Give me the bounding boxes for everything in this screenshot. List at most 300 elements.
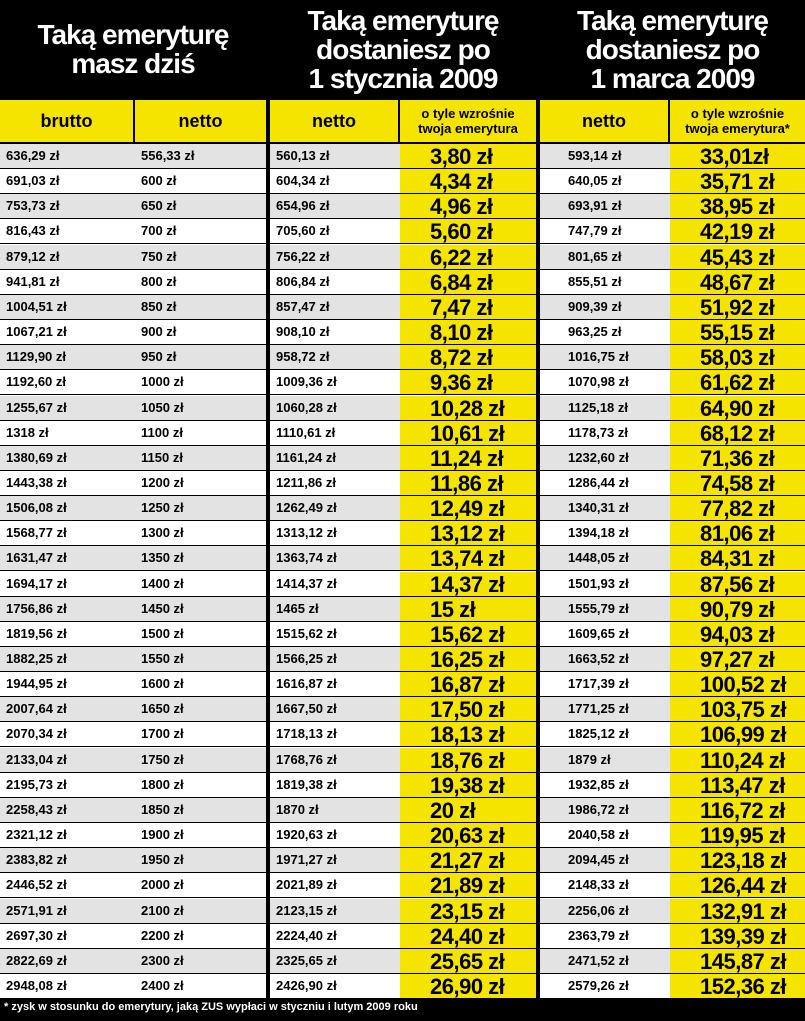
cell-increase-march: 94,03 zł: [670, 622, 805, 646]
cell-netto-today: 650 zł: [141, 198, 177, 214]
table-row: [0, 597, 266, 622]
cell-brutto: 816,43 zł: [6, 223, 60, 239]
cell-netto-january: 1414,37 zł: [276, 575, 337, 591]
cell-brutto: 2446,52 zł: [6, 877, 67, 893]
cell-increase-january: 23,15 zł: [400, 899, 536, 923]
cell-brutto: 1067,21 zł: [6, 324, 67, 340]
cell-increase-january: 13,74 zł: [400, 546, 536, 570]
cell-netto-january: 857,47 zł: [276, 298, 330, 314]
cell-netto-march: 1555,79 zł: [568, 600, 629, 616]
table-row: [540, 622, 805, 647]
cell-increase-march: 152,36 zł: [670, 974, 805, 998]
table-row: [0, 521, 266, 546]
table-row: [540, 496, 805, 521]
cell-netto-january: 806,84 zł: [276, 273, 330, 289]
header-january: [270, 0, 536, 98]
cell-netto-march: 1825,12 zł: [568, 726, 629, 742]
cell-brutto: 2258,43 zł: [6, 801, 67, 817]
table-row: [0, 773, 266, 798]
table-row: [540, 245, 805, 270]
table-row: [540, 546, 805, 571]
cell-brutto: 941,81 zł: [6, 273, 60, 289]
table-row: [540, 219, 805, 244]
cell-netto-january: 1971,27 zł: [276, 852, 337, 868]
cell-increase-january: 21,89 zł: [400, 873, 536, 897]
cell-netto-today: 1000 zł: [141, 374, 184, 390]
cell-increase-march: 97,27 zł: [670, 647, 805, 671]
table-row: [0, 848, 266, 873]
table-row: [0, 496, 266, 521]
cell-increase-march: 61,62 zł: [670, 370, 805, 394]
cell-netto-today: 2400 zł: [141, 977, 184, 993]
cell-increase-january: 13,12 zł: [400, 521, 536, 545]
cell-netto-today: 2200 zł: [141, 927, 184, 943]
cell-increase-march: 132,91 zł: [670, 899, 805, 923]
table-row: [0, 320, 266, 345]
cell-brutto: 636,29 zł: [6, 148, 60, 163]
table-row: [0, 974, 266, 999]
cell-netto-january: 1363,74 zł: [276, 550, 337, 566]
cell-increase-march: 126,44 zł: [670, 873, 805, 897]
cell-increase-march: 58,03 zł: [670, 345, 805, 369]
table-row: [540, 798, 805, 823]
cell-brutto: 1443,38 zł: [6, 474, 67, 490]
cell-netto-march: 1070,98 zł: [568, 374, 629, 390]
header-january-text: Taką emeryturę dostaniesz po 1 stycznia 2009: [307, 4, 499, 94]
table-row: [0, 924, 266, 949]
cell-increase-january: 26,90 zł: [400, 974, 536, 998]
table-row: [540, 899, 805, 924]
cell-netto-march: 801,65 zł: [568, 248, 622, 264]
cell-increase-january: 10,61 zł: [400, 421, 536, 445]
table-row: [540, 144, 805, 169]
cell-netto-today: 2000 zł: [141, 877, 184, 893]
table-row: [0, 622, 266, 647]
table-row: [540, 672, 805, 697]
cell-increase-march: 48,67 zł: [670, 270, 805, 294]
table-row: [270, 697, 536, 722]
cell-increase-march: 113,47 zł: [670, 773, 805, 797]
cell-increase-january: 12,49 zł: [400, 496, 536, 520]
table-row: [270, 521, 536, 546]
cell-brutto: 2195,73 zł: [6, 776, 67, 792]
table-row: [270, 974, 536, 999]
header-today-text: Taką emeryturę masz dziś: [37, 19, 229, 79]
cell-netto-today: 1650 zł: [141, 701, 184, 717]
cell-netto-march: 855,51 zł: [568, 273, 622, 289]
cell-increase-january: 5,60 zł: [400, 219, 536, 243]
cell-increase-january: 8,10 zł: [400, 320, 536, 344]
cell-increase-march: 90,79 zł: [670, 597, 805, 621]
cell-increase-january: 6,84 zł: [400, 270, 536, 294]
cell-brutto: 2948,08 zł: [6, 977, 67, 993]
cell-increase-march: 42,19 zł: [670, 219, 805, 243]
cell-increase-january: 20 zł: [400, 798, 536, 822]
table-row: [540, 924, 805, 949]
cell-increase-march: 64,90 zł: [670, 396, 805, 420]
cell-increase-march: 100,52 zł: [670, 672, 805, 696]
cell-netto-today: 1900 zł: [141, 827, 184, 843]
cell-increase-january: 19,38 zł: [400, 773, 536, 797]
table-row: [0, 245, 266, 270]
cell-increase-march: 145,87 zł: [670, 949, 805, 973]
cell-netto-january: 1211,86 zł: [276, 474, 336, 490]
table-row: [270, 270, 536, 295]
cell-netto-january: 1060,28 zł: [276, 399, 337, 415]
cell-increase-january: 18,13 zł: [400, 722, 536, 746]
cell-brutto: 753,73 zł: [6, 198, 60, 214]
cell-increase-march: 45,43 zł: [670, 245, 805, 269]
cell-netto-january: 560,13 zł: [276, 148, 330, 163]
cell-netto-today: 1600 zł: [141, 676, 184, 692]
table-row: [0, 446, 266, 471]
cell-increase-march: 123,18 zł: [670, 848, 805, 872]
table-row: [540, 572, 805, 597]
cell-brutto: 1004,51 zł: [6, 298, 67, 314]
cell-increase-january: 6,22 zł: [400, 245, 536, 269]
cell-netto-january: 1718,13 zł: [276, 726, 337, 742]
table-row: [270, 773, 536, 798]
cell-netto-today: 850 zł: [141, 298, 177, 314]
table-row: [0, 546, 266, 571]
cell-increase-march: 38,95 zł: [670, 194, 805, 218]
subheader-netto-january: netto: [270, 100, 398, 142]
table-row: [0, 295, 266, 320]
cell-netto-today: 1800 zł: [141, 776, 184, 792]
subheader-increase-january: o tyle wzrośnie twoja emerytura: [400, 100, 536, 142]
cell-brutto: 1192,60 zł: [6, 374, 66, 390]
cell-netto-january: 1262,49 zł: [276, 500, 337, 516]
table-row: [0, 219, 266, 244]
cell-netto-january: 2123,15 zł: [276, 902, 337, 918]
cell-netto-march: 2040,58 zł: [568, 827, 629, 843]
table-row: [540, 446, 805, 471]
subheader-netto-today: netto: [135, 100, 266, 142]
cell-netto-march: 2471,52 zł: [568, 952, 629, 968]
table-row: [540, 194, 805, 219]
cell-increase-march: 71,36 zł: [670, 446, 805, 470]
cell-netto-march: 1178,73 zł: [568, 424, 628, 440]
cell-brutto: 1129,90 zł: [6, 349, 66, 365]
cell-netto-march: 1448,05 zł: [568, 550, 629, 566]
table-row: [540, 647, 805, 672]
table-group-today: [0, 144, 266, 999]
cell-netto-january: 705,60 zł: [276, 223, 330, 239]
table-row: [0, 471, 266, 496]
cell-netto-january: 1515,62 zł: [276, 625, 337, 641]
cell-brutto: 691,03 zł: [6, 173, 60, 189]
cell-increase-january: 4,96 zł: [400, 194, 536, 218]
table-row: [540, 597, 805, 622]
cell-netto-january: 1566,25 zł: [276, 651, 337, 666]
table-row: [270, 899, 536, 924]
table-row: [270, 194, 536, 219]
cell-brutto: 1756,86 zł: [6, 600, 67, 616]
cell-increase-january: 20,63 zł: [400, 823, 536, 847]
table-row: [540, 773, 805, 798]
cell-netto-today: 700 zł: [141, 223, 177, 239]
cell-netto-january: 1009,36 zł: [276, 374, 337, 390]
cell-brutto: 1380,69 zł: [6, 449, 67, 465]
cell-increase-march: 87,56 zł: [670, 572, 805, 596]
table-row: [540, 295, 805, 320]
footnote: * zysk w stosunku do emerytury, jaką ZUS wypłaci w styczniu i lutym 2009 roku: [4, 1001, 418, 1013]
cell-netto-march: 1340,31 zł: [568, 500, 629, 516]
cell-brutto: 1882,25 zł: [6, 651, 67, 666]
cell-netto-today: 1150 zł: [141, 449, 183, 465]
cell-netto-today: 1250 zł: [141, 500, 184, 516]
table-row: [270, 496, 536, 521]
cell-brutto: 1318 zł: [6, 424, 49, 440]
cell-netto-today: 2100 zł: [141, 902, 184, 918]
cell-brutto: 2383,82 zł: [6, 852, 67, 868]
cell-netto-march: 1932,85 zł: [568, 776, 629, 792]
table-row: [270, 471, 536, 496]
cell-netto-today: 600 zł: [141, 173, 177, 189]
cell-netto-january: 1819,38 zł: [276, 776, 337, 792]
cell-increase-march: 103,75 zł: [670, 697, 805, 721]
table-row: [0, 647, 266, 672]
table-row: [0, 144, 266, 169]
table-row: [0, 270, 266, 295]
table-row: [0, 949, 266, 974]
cell-netto-march: 1986,72 zł: [568, 801, 629, 817]
table-row: [540, 169, 805, 194]
cell-increase-march: 119,95 zł: [670, 823, 805, 847]
cell-brutto: 1694,17 zł: [6, 575, 67, 591]
table-row: [270, 848, 536, 873]
table-row: [270, 572, 536, 597]
cell-netto-march: 1125,18 zł: [568, 399, 628, 415]
table-row: [270, 370, 536, 395]
cell-netto-today: 1750 zł: [141, 751, 184, 767]
table-row: [270, 722, 536, 747]
table-row: [270, 798, 536, 823]
cell-netto-march: 593,14 zł: [568, 148, 622, 163]
cell-netto-march: 1771,25 zł: [568, 701, 629, 717]
table-row: [270, 924, 536, 949]
cell-brutto: 1255,67 zł: [6, 399, 67, 415]
cell-netto-march: 1286,44 zł: [568, 474, 629, 490]
table-row: [540, 421, 805, 446]
table-row: [0, 421, 266, 446]
cell-brutto: 1944,95 zł: [6, 676, 67, 692]
cell-netto-january: 1870 zł: [276, 801, 319, 817]
table-row: [270, 672, 536, 697]
table-row: [270, 873, 536, 898]
cell-increase-january: 15,62 zł: [400, 622, 536, 646]
cell-brutto: 2571,91 zł: [6, 902, 67, 918]
table-row: [0, 345, 266, 370]
table-row: [0, 169, 266, 194]
cell-netto-january: 1313,12 zł: [276, 525, 337, 541]
cell-netto-today: 556,33 zł: [141, 148, 195, 163]
table-row: [270, 169, 536, 194]
cell-increase-january: 7,47 zł: [400, 295, 536, 319]
cell-increase-march: 84,31 zł: [670, 546, 805, 570]
cell-netto-january: 1616,87 zł: [276, 676, 337, 692]
cell-netto-january: 1465 zł: [276, 600, 319, 616]
table-row: [540, 370, 805, 395]
table-row: [270, 345, 536, 370]
table-row: [270, 295, 536, 320]
cell-brutto: 2133,04 zł: [6, 751, 67, 767]
cell-netto-today: 1450 zł: [141, 600, 184, 616]
table-row: [270, 421, 536, 446]
header-march-text: Taką emeryturę dostaniesz po 1 marca 2009: [577, 4, 768, 94]
cell-netto-today: 1550 zł: [141, 651, 184, 666]
cell-netto-march: 2094,45 zł: [568, 852, 629, 868]
table-group-january: [270, 144, 536, 999]
cell-increase-march: 68,12 zł: [670, 421, 805, 445]
cell-netto-january: 958,72 zł: [276, 349, 330, 365]
cell-increase-january: 8,72 zł: [400, 345, 536, 369]
cell-brutto: 1631,47 zł: [6, 550, 67, 566]
cell-netto-march: 2363,79 zł: [568, 927, 629, 943]
subheader-brutto: brutto: [0, 100, 133, 142]
cell-netto-january: 604,34 zł: [276, 173, 330, 189]
header-today: [0, 0, 266, 98]
cell-netto-january: 1667,50 zł: [276, 701, 337, 717]
table-row: [0, 396, 266, 421]
cell-increase-march: 116,72 zł: [670, 798, 805, 822]
cell-netto-march: 1609,65 zł: [568, 625, 629, 641]
cell-increase-january: 17,50 zł: [400, 697, 536, 721]
cell-netto-today: 1050 zł: [141, 399, 184, 415]
cell-increase-january: 11,24 zł: [400, 446, 536, 470]
cell-netto-january: 2224,40 zł: [276, 927, 337, 943]
cell-increase-january: 10,28 zł: [400, 396, 536, 420]
cell-netto-today: 950 zł: [141, 349, 177, 365]
cell-increase-march: 106,99 zł: [670, 722, 805, 746]
table-row: [540, 697, 805, 722]
table-row: [540, 848, 805, 873]
table-row: [270, 546, 536, 571]
cell-increase-march: 51,92 zł: [670, 295, 805, 319]
cell-netto-today: 1700 zł: [141, 726, 184, 742]
table-row: [540, 521, 805, 546]
table-row: [0, 572, 266, 597]
cell-brutto: 2822,69 zł: [6, 952, 67, 968]
table-row: [270, 823, 536, 848]
cell-netto-january: 1920,63 zł: [276, 827, 337, 843]
cell-increase-january: 21,27 zł: [400, 848, 536, 872]
cell-increase-march: 55,15 zł: [670, 320, 805, 344]
cell-netto-march: 1879 zł: [568, 751, 611, 767]
cell-brutto: 1819,56 zł: [6, 625, 67, 641]
cell-netto-march: 1394,18 zł: [568, 525, 629, 541]
cell-increase-january: 15 zł: [400, 597, 536, 621]
cell-brutto: 2321,12 zł: [6, 827, 67, 843]
cell-increase-march: 33,01zł: [670, 144, 805, 168]
cell-increase-january: 11,86 zł: [400, 471, 536, 495]
table-row: [270, 396, 536, 421]
cell-netto-today: 1400 zł: [141, 575, 184, 591]
table-row: [270, 647, 536, 672]
cell-netto-today: 750 zł: [141, 248, 177, 264]
header-march: [540, 0, 805, 98]
cell-netto-today: 1500 zł: [141, 625, 184, 641]
table-row: [0, 722, 266, 747]
cell-increase-march: 74,58 zł: [670, 471, 805, 495]
cell-brutto: 1506,08 zł: [6, 500, 67, 516]
cell-netto-today: 1300 zł: [141, 525, 184, 541]
cell-netto-march: 1232,60 zł: [568, 449, 629, 465]
cell-netto-today: 1200 zł: [141, 474, 184, 490]
cell-netto-march: 747,79 zł: [568, 223, 622, 239]
table-row: [540, 823, 805, 848]
table-group-march: [540, 144, 805, 999]
cell-increase-march: 139,39 zł: [670, 924, 805, 948]
cell-increase-january: 16,87 zł: [400, 672, 536, 696]
cell-netto-january: 2426,90 zł: [276, 977, 337, 993]
table-row: [270, 219, 536, 244]
table-row: [0, 748, 266, 773]
table-row: [270, 748, 536, 773]
table-row: [0, 823, 266, 848]
table-row: [270, 622, 536, 647]
cell-netto-january: 756,22 zł: [276, 248, 330, 264]
cell-brutto: 2070,34 zł: [6, 726, 67, 742]
cell-increase-march: 35,71 zł: [670, 169, 805, 193]
cell-netto-today: 800 zł: [141, 273, 177, 289]
cell-brutto: 2007,64 zł: [6, 701, 67, 717]
table-row: [540, 722, 805, 747]
table-row: [540, 396, 805, 421]
table-row: [540, 320, 805, 345]
cell-increase-march: 81,06 zł: [670, 521, 805, 545]
table-row: [0, 697, 266, 722]
table-row: [0, 899, 266, 924]
cell-netto-today: 2300 zł: [141, 952, 184, 968]
table-row: [270, 245, 536, 270]
cell-netto-january: 908,10 zł: [276, 324, 330, 340]
cell-netto-january: 654,96 zł: [276, 198, 330, 214]
cell-increase-january: 16,25 zł: [400, 647, 536, 671]
table-row: [0, 370, 266, 395]
table-row: [0, 873, 266, 898]
cell-netto-march: 2148,33 zł: [568, 877, 629, 893]
subheader-increase-march: o tyle wzrośnie twoja emerytura*: [670, 100, 805, 142]
cell-netto-january: 2325,65 zł: [276, 952, 337, 968]
table-row: [0, 194, 266, 219]
cell-netto-today: 1850 zł: [141, 801, 184, 817]
cell-increase-march: 110,24 zł: [670, 748, 805, 772]
cell-netto-march: 693,91 zł: [568, 198, 622, 214]
subheader-netto-march: netto: [540, 100, 668, 142]
cell-brutto: 2697,30 zł: [6, 927, 67, 943]
cell-netto-january: 1110,61 zł: [276, 424, 336, 440]
cell-netto-january: 1161,24 zł: [276, 449, 336, 465]
cell-brutto: 879,12 zł: [6, 248, 60, 264]
cell-netto-january: 2021,89 zł: [276, 877, 337, 893]
cell-increase-january: 3,80 zł: [400, 144, 536, 168]
cell-netto-march: 1663,52 zł: [568, 651, 629, 666]
table-row: [540, 873, 805, 898]
cell-netto-march: 2256,06 zł: [568, 902, 629, 918]
cell-increase-january: 14,37 zł: [400, 572, 536, 596]
cell-netto-march: 640,05 zł: [568, 173, 622, 189]
table-row: [540, 949, 805, 974]
table-row: [540, 748, 805, 773]
table-row: [270, 597, 536, 622]
cell-increase-january: 4,34 zł: [400, 169, 536, 193]
cell-netto-today: 900 zł: [141, 324, 177, 340]
table-row: [0, 672, 266, 697]
cell-netto-march: 1501,93 zł: [568, 575, 629, 591]
cell-netto-march: 2579,26 zł: [568, 977, 629, 993]
table-row: [270, 949, 536, 974]
